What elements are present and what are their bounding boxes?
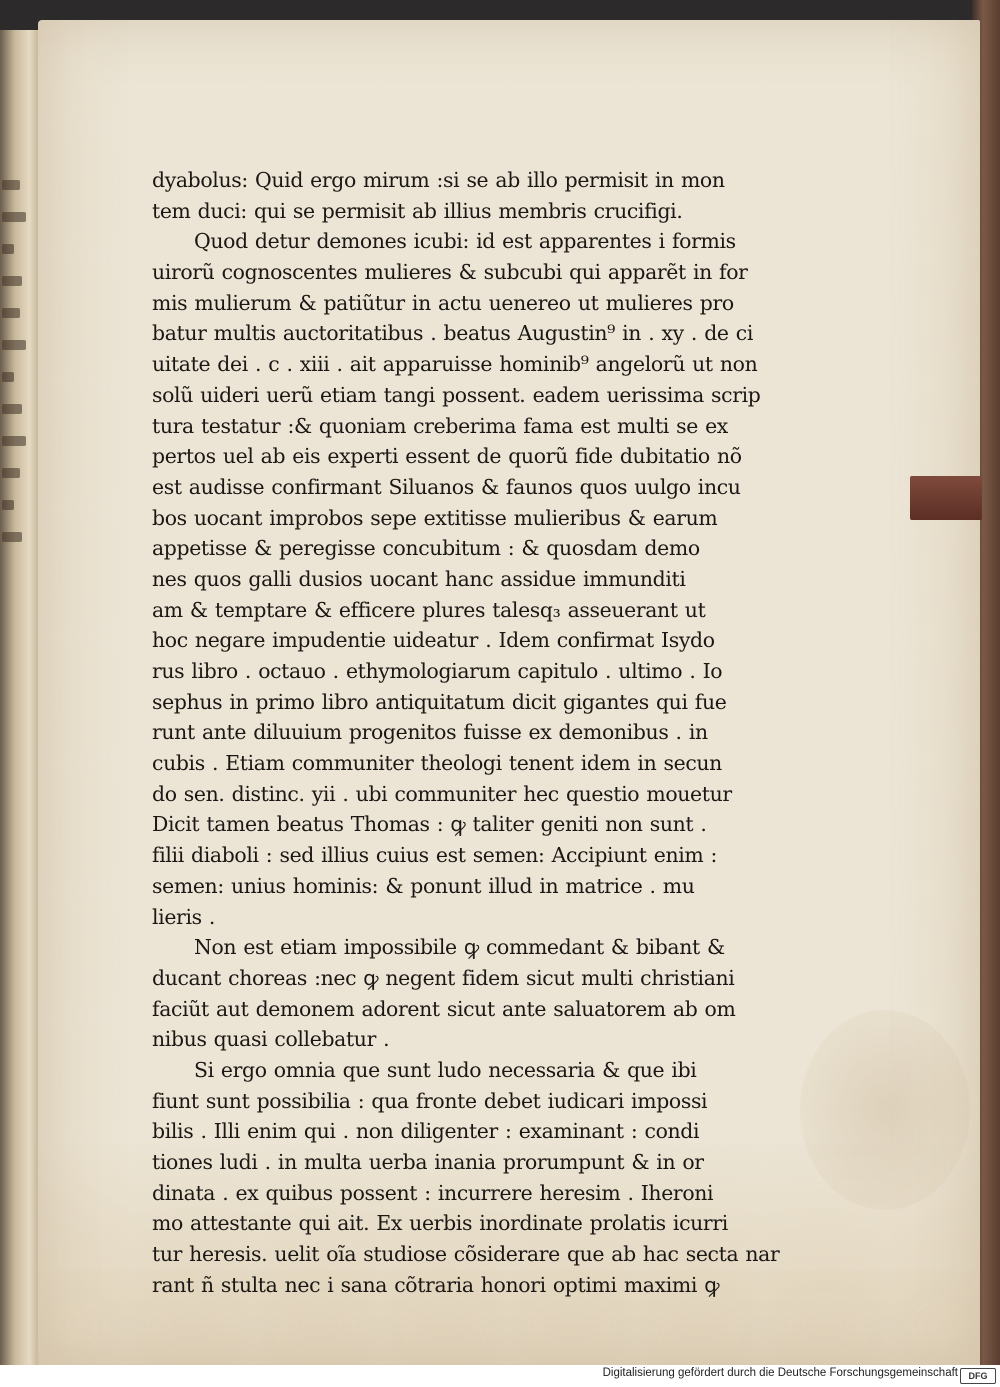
text-line: bilis . Illi enim qui . non diligenter : examinant : condi (152, 1119, 700, 1144)
printed-text-block (152, 165, 788, 1300)
bookmark-tab (910, 476, 982, 520)
text-line: cubis . Etiam communiter theologi tenent idem in secun (152, 751, 722, 776)
text-line: tiones ludi . in multa uerba inania prorumpunt & in or (152, 1150, 704, 1174)
text-line: Quod detur demones icubi: id est apparentes i formis (194, 229, 736, 254)
text-line: hoc negare impudentie uideatur . Idem confirmat Isydo (152, 628, 715, 653)
text-line: ducant choreas :nec ꝙ negent fidem sicut multi christiani (152, 965, 735, 990)
text-line: am & temptare & efficere plures talesq₃ asseuerant ut (152, 597, 706, 622)
text-line: lieris . (152, 904, 216, 929)
text-line: tura testatur :& quoniam creberima fama est multi se ex (152, 413, 728, 438)
footer-bar (0, 1365, 1000, 1387)
left-page-ink-marks (2, 180, 32, 564)
digitization-credit: Digitalisierung gefördert durch die Deutsche Forschungsgemeinschaft (602, 1367, 958, 1379)
text-line: Dicit tamen beatus Thomas : ꝙ taliter geniti non sunt . (152, 812, 707, 837)
dfg-logo: DFG (960, 1368, 996, 1384)
text-line: mo attestante qui ait. Ex uerbis inordinate prolatis icurri (152, 1211, 728, 1236)
text-line: batur multis auctoritatibus . beatus Augustin⁹ in . xy . de ci (152, 321, 753, 346)
text-line: Non est etiam impossibile ꝙ commedant & bibant & (194, 935, 725, 960)
text-line: faciũt aut demonem adorent sicut ante saluatorem ab om (152, 996, 736, 1021)
text-line: runt ante diluuium progenitos fuisse ex demonibus . in (152, 720, 708, 745)
text-line: tur heresis. uelit oĩa studiose cõsiderare que ab hac secta nar (152, 1242, 780, 1267)
text-line: solũ uideri uerũ etiam tangi possent. eadem uerissima scrip (152, 382, 761, 407)
text-line: dinata . ex quibus possent : incurrere heresim . Iheroni (152, 1180, 714, 1205)
text-line: rant ñ stulta nec i sana cõtraria honori optimi maximi ꝙ (152, 1272, 720, 1297)
text-line: nibus quasi collebatur . (152, 1027, 390, 1052)
text-line: est audisse confirmant Siluanos & faunos quos uulgo incu (152, 474, 741, 499)
text-line: Si ergo omnia que sunt ludo necessaria & que ibi (194, 1057, 697, 1082)
text-line: do sen. distinc. yii . ubi communiter hec questio mouetur (152, 781, 732, 806)
text-line: rus libro . octauo . ethymologiarum capitulo . ultimo . Io (152, 659, 723, 683)
paper-stain (800, 1010, 970, 1210)
text-line: appetisse & peregisse concubitum : & quosdam demo (152, 536, 700, 561)
text-line: mis mulierum & patiũtur in actu uenereo ut mulieres pro (152, 290, 734, 315)
text-line: uitate dei . c . xiii . ait apparuisse hominib⁹ angelorũ ut non (152, 352, 758, 377)
text-line: semen: unius hominis: & ponunt illud in matrice . mu (152, 873, 695, 898)
text-line: nes quos galli dusios uocant hanc assidue immunditi (152, 566, 686, 591)
text-line: bos uocant improbos sepe extitisse mulieribus & earum (152, 505, 718, 530)
text-line: filii diaboli : sed illius cuius est semen: Accipiunt enim : (152, 843, 718, 868)
text-line: pertos uel ab eis experti essent de quorũ fide dubitatio nõ (152, 444, 742, 469)
left-page-edge (0, 30, 42, 1365)
text-line: uirorũ cognoscentes mulieres & subcubi qui apparẽt in for (152, 260, 748, 285)
text-line: tem duci: qui se permisit ab illius membris crucifigi. (152, 198, 683, 223)
text-line: fiunt sunt possibilia : qua fronte debet iudicari impossi (152, 1088, 708, 1113)
text-line: sephus in primo libro antiquitatum dicit gigantes qui fue (152, 689, 727, 714)
text-line: dyabolus: Quid ergo mirum :si se ab illo permisit in mon (152, 168, 725, 192)
